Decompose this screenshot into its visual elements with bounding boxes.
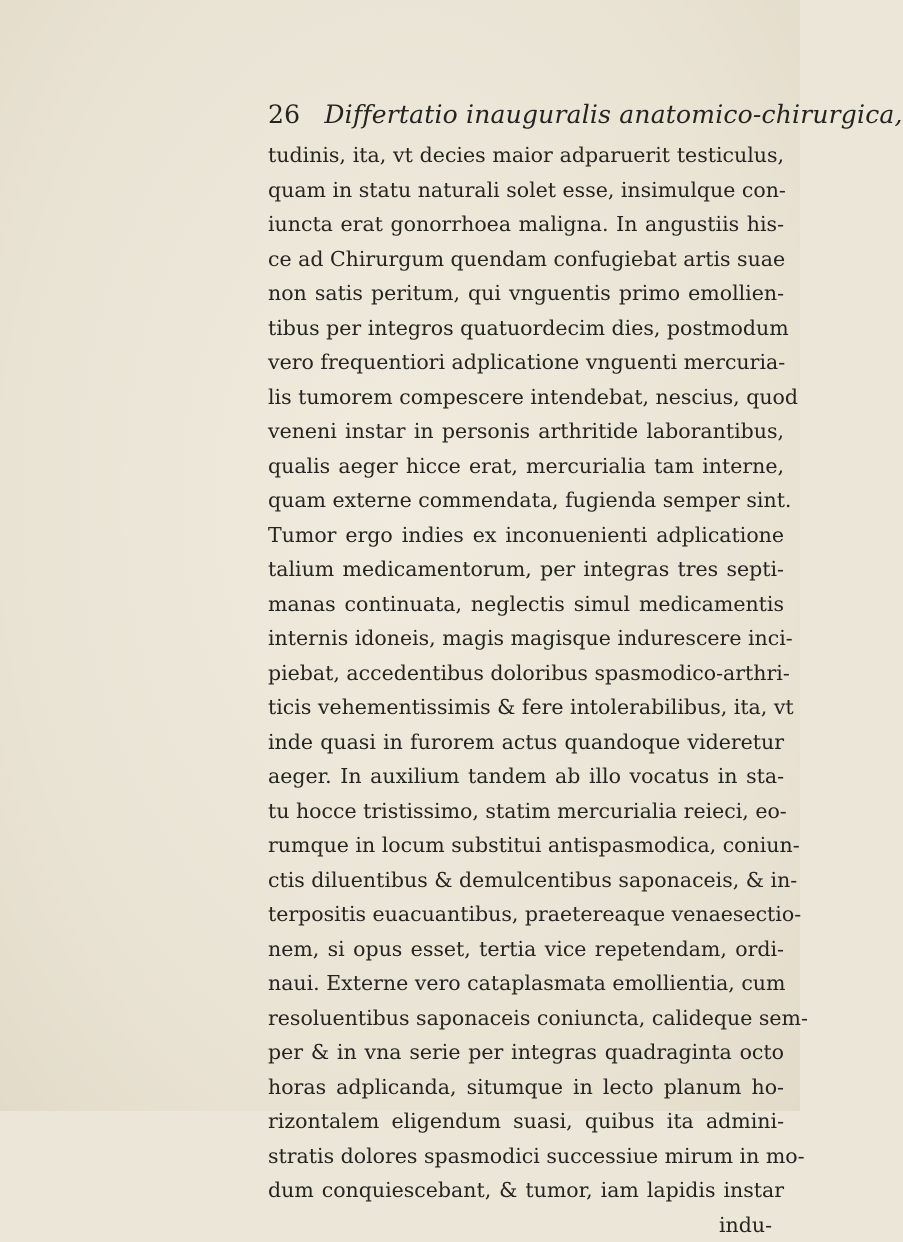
text-line: stratis dolores spasmodici successiue mirum in mo- [268,1139,784,1174]
text-line: vero frequentiori adplicatione vnguenti mercuria- [268,345,784,380]
text-line: resoluentibus saponaceis coniuncta, calideque sem- [268,1001,784,1036]
text-line: inde quasi in furorem actus quandoque videretur [268,725,784,760]
catchword: indu- [268,1208,784,1242]
text-line: ce ad Chirurgum quendam confugiebat artis suae [268,242,784,277]
text-line: horas adplicanda, situmque in lecto planum ho- [268,1070,784,1105]
text-line: terpositis euacuantibus, praetereaque venaesectio- [268,897,784,932]
text-line: rumque in locum substitui antispasmodica, coniun- [268,828,784,863]
text-line: aeger. In auxilium tandem ab illo vocatus in sta- [268,759,784,794]
text-line: tudinis, ita, vt decies maior adparuerit testiculus, [268,138,784,173]
text-line: ticis vehementissimis & fere intolerabilibus, ita, vt [268,690,784,725]
text-line: qualis aeger hicce erat, mercurialia tam interne, [268,449,784,484]
text-line: quam in statu naturali solet esse, insimulque con- [268,173,784,208]
body-text [268,138,784,1242]
text-line: tu hocce tristissimo, statim mercurialia reieci, eo- [268,794,784,829]
text-line: naui. Externe vero cataplasmata emollientia, cum [268,966,784,1001]
text-line: internis idoneis, magis magisque indurescere inci- [268,621,784,656]
text-line: quam externe commendata, fugienda semper sint. [268,483,784,518]
text-line: dum conquiescebant, & tumor, iam lapidis instar [268,1173,784,1208]
text-line: rizontalem eligendum suasi, quibus ita admini- [268,1104,784,1139]
text-line: per & in vna serie per integras quadraginta octo [268,1035,784,1070]
text-line: ctis diluentibus & demulcentibus saponaceis, & in- [268,863,784,898]
text-line: manas continuata, neglectis simul medicamentis [268,587,784,622]
page-number: 26 [268,100,300,129]
text-line: veneni instar in personis arthritide laborantibus, [268,414,784,449]
text-line: lis tumorem compescere intendebat, nescius, quod [268,380,784,415]
running-head [268,100,903,129]
text-line: piebat, accedentibus doloribus spasmodico-arthri- [268,656,784,691]
running-title: Differtatio inauguralis anatomico-chirurgica, [324,100,902,129]
text-line: iuncta erat gonorrhoea maligna. In angustiis his- [268,207,784,242]
text-line: Tumor ergo indies ex inconuenienti adplicatione [268,518,784,553]
text-line: non satis peritum, qui vnguentis primo emollien- [268,276,784,311]
text-line: nem, si opus esset, tertia vice repetendam, ordi- [268,932,784,967]
text-line: tibus per integros quatuordecim dies, postmodum [268,311,784,346]
text-line: talium medicamentorum, per integras tres septi- [268,552,784,587]
